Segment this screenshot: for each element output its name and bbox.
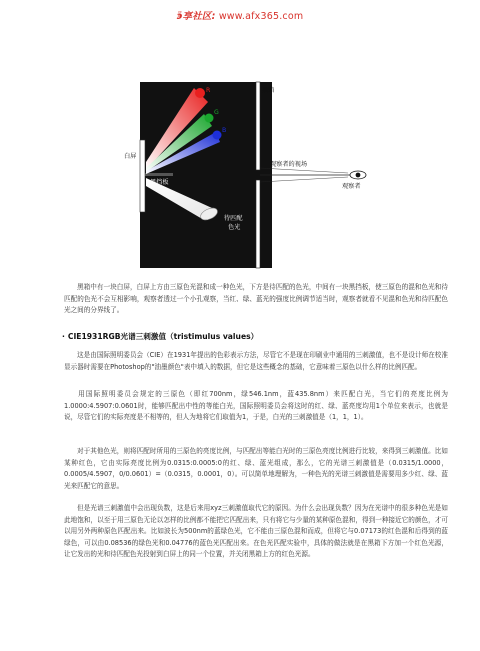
paragraph-1-text: 黑箱中有一块白屏，白屏上方由三原色光混和成一种色光，下方是待匹配的色光，中间有一块黑挡板，使三原色的混和色光和待匹配的色光不会互相影响，观察者透过一个小孔观察，当红、绿、蓝光的强度比例调节适当时，观察者就看不见混和色光和待匹配色光之间的分界线了。 [64, 283, 448, 315]
observer-view-line-lower [260, 177, 348, 182]
site-logo-text: ӭ享社区: [176, 11, 216, 22]
color-matching-diagram [120, 80, 380, 270]
label-black-box: 黑箱 [262, 87, 275, 94]
paragraph-4 [64, 446, 448, 492]
site-header [0, 8, 480, 22]
observer-view-line-upper [260, 168, 348, 173]
label-match-color-line2: 色光 [228, 224, 241, 231]
paragraph-1 [64, 282, 448, 317]
label-blue: B [222, 127, 227, 134]
label-observer-view: 观察者的视场 [270, 161, 308, 168]
section-heading: · CIE1931RGB光谱三刺激值（tristimulus values） [62, 332, 259, 341]
black-baffle [145, 173, 173, 176]
paragraph-5-text: 但是光谱三刺激值中会出现负数，这是后来用xyz三刺激值取代它的原因。为什么会出现负数？因为在光谱中的很多种色光是如此地饱和，以至于用三原色无论以怎样的比例都不能把它匹配出来，只有将它与少量的某种原色混和，得到一种接近它的颜色，才可以用另外两种原色匹配出来。比如波长为500nm的蓝绿色光，它不能由三原色混和而成，但将它与0.07173的红色混和后得到的蓝绿色，可以由0.08536的绿色光和0.04776的蓝色光匹配出来。在色光匹配实验中，具体的做法就是在黑箱下方加一个红色光源，让它发出的光和待匹配色光投射到白屏上的同一个位置，并关闭黑箱上方的红色光源。 [64, 504, 448, 559]
red-lamp [195, 88, 205, 98]
white-screen [140, 140, 145, 212]
green-lamp [205, 114, 214, 123]
paragraph-5 [64, 503, 448, 561]
paragraph-4-text: 对于其他色光，则将匹配时所用的三原色的亮度比例，与匹配出等能白光时的三原色亮度比例进行比较，来得到三刺激值。比如某种红色，它由实际亮度比例为0.0315:0.0005:0的红、绿、蓝光组成，那么，它的光谱三刺激值是（0.0315/1.0000，0.0005/4.5907，0/0.0601）=（0.0315，0.0001，0）。可以简单地理解为，一种色光的光谱三刺激值是需要用多少红、绿、蓝光来匹配它的意思。 [64, 447, 448, 490]
label-match-color-line1: 待匹配 [224, 215, 243, 222]
label-observer: 观察者 [342, 183, 361, 190]
label-black-baffle: 黑挡板 [150, 179, 169, 186]
paragraph-3-text: 用国际照明委员会规定的三原色（即红700nm，绿546.1nm，蓝435.8nm）来匹配白光，当它们的亮度比例为1.0000:4.5907:0.0601时，能够匹配出中性的等能白光，国际照明委员会将这时的红、绿、蓝亮度均用1个单位来表示，也就是说，尽管它们的实际亮度是不相等的，但人为地将它们取值为1，于是，白光的三刺激值是（1，1，1）。 [64, 390, 448, 422]
section-heading-text: CIE1931RGB光谱三刺激值（tristimulus values） [67, 332, 259, 341]
label-white-screen: 白屏 [124, 153, 137, 160]
blue-lamp [213, 131, 222, 140]
label-green: G [214, 109, 219, 116]
paragraph-2 [64, 350, 448, 373]
site-url[interactable]: www.afx365.com [218, 11, 304, 22]
paragraph-2-text: 这是由国际照明委员会（CIE）在1931年提出的色彩表示方法，尽管它不是现在印刷业中通用的三刺激值，也不是设计师在校准显示器时需要在Photoshop的"油墨颜色"表中填入的数据，但它是这些概念的基础，它意味着三原色以什么样的比例匹配。 [64, 351, 448, 371]
label-red: R [206, 87, 211, 94]
paragraph-3 [64, 389, 448, 424]
eye-icon [350, 171, 366, 179]
box-right-wall-top [256, 82, 260, 170]
box-right-wall-bottom [256, 180, 260, 268]
